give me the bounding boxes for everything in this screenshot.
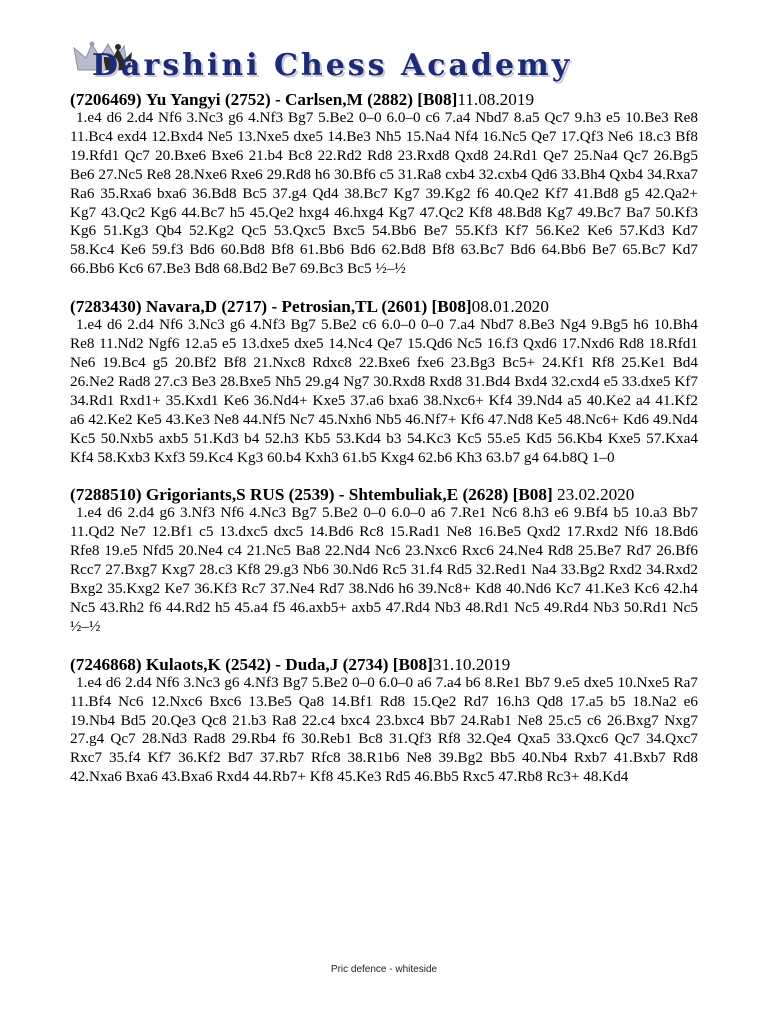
page-footer: Pric defence - whiteside bbox=[330, 964, 438, 975]
game-entry bbox=[70, 485, 698, 636]
game-header bbox=[70, 485, 698, 504]
game-list bbox=[70, 90, 698, 805]
game-id: (7283430) bbox=[70, 297, 142, 317]
game-moves: 1.e4 d6 2.d4 Nf6 3.Nc3 g6 4.Nf3 Bg7 5.Be2 c6 6.0–0 0–0 7.a4 Nbd7 8.Be3 Ng4 9.Bg5 h6 10.Bh4 Re8 11.Nd2 Ngf6 12.a5 e5 13.dxe5 dxe5 14.Nc4 Qe7 15.Qd6 Nc5 16.f3 Qxd6 17.Nxd6 Rd8 18.Rfd1 Ne6 19.Bc4 g5 20.Bf2 Bf8 21.Nxc8 Rdxc8 22.Bxe6 fxe6 23.Bg3 Bc5+ 24.Kf1 Rf8 25.Ke1 Bd4 26.Ne2 Rad8 27.c3 Be3 28.Bxe5 Nh5 29.g4 Ng7 30.Rxd8 Rxd8 31.Bd4 Bxd4 32.cxd4 e5 33.dxe5 Kf7 34.Rd1 Rxd1+ 35.Kxd1 Ke6 36.Nd4+ Kxe5 37.a6 bxa6 38.Nxc6+ Kf4 39.Nd4 a5 40.Ke2 a4 41.Kf2 a6 42.Ke2 Ke5 43.Ke3 Ne8 44.Nf5 Nc7 45.Nxh6 Nb5 46.Nf7+ Kf6 47.Nd8 Ke5 48.Nc6+ Kd6 49.Nd4 Kc5 50.Nxb5 axb5 51.Kd3 b4 52.h3 Kb5 53.Kd4 b3 54.Kc3 Kc5 55.e5 Kd5 56.Kb4 Kxe5 57.Kxa4 Kf4 58.Kxb3 Kxf3 59.Kc4 Kg3 60.b4 Kxh3 61.b5 Kxg4 62.b6 Kh3 63.b7 g4 64.b8Q 1–0 bbox=[70, 316, 698, 466]
game-date: 08.01.2020 bbox=[471, 297, 549, 317]
game-entry bbox=[70, 90, 698, 279]
game-entry bbox=[70, 655, 698, 787]
game-header bbox=[70, 297, 698, 316]
game-header bbox=[70, 90, 698, 109]
game-id: (7206469) bbox=[70, 90, 142, 109]
game-date: 23.02.2020 bbox=[552, 485, 635, 505]
game-moves: 1.e4 d6 2.d4 Nf6 3.Nc3 g6 4.Nf3 Bg7 5.Be2 0–0 6.0–0 a6 7.a4 b6 8.Re1 Bb7 9.e5 dxe5 10.Nxe5 Ra7 11.Bf4 Nc6 12.Nxc6 Bxc6 13.Be5 Qa8 14.Bf1 Rd8 15.Qe2 Rd7 16.h3 Qd8 17.a5 b5 18.Na2 e6 19.Nb4 Bd5 20.Qe3 Qc8 21.b3 Ra8 22.c4 bxc4 23.bxc4 Bb7 24.Rab1 Ne8 25.c5 c6 26.Bxg7 Nxg7 27.g4 Qc7 28.Nd3 Rad8 29.Rb4 f6 30.Reb1 Bc8 31.Qf3 Rf8 32.Qe4 Qxa5 33.Qxc6 Qc7 34.Qxc7 Rxc7 35.f4 Kf7 36.Kf2 Bd7 37.Rb7 Rfc8 38.R1b6 Ne8 39.Bg2 Bb5 40.Nb4 Rxb7 41.Bxb7 Rd8 42.Nxa6 Bxa6 43.Bxa6 Rxd4 44.Rb7+ Kf8 45.Ke3 Rd5 46.Bb5 Rxc5 47.Rb8 Rc3+ 48.Kd4 bbox=[70, 673, 698, 786]
game-header bbox=[70, 655, 698, 674]
game-moves: 1.e4 d6 2.d4 g6 3.Nf3 Nf6 4.Nc3 Bg7 5.Be2 0–0 6.0–0 a6 7.Re1 Nc6 8.h3 e6 9.Bf4 b5 10.a3 Bb7 11.Qd2 Ne7 12.Bf1 c5 13.dxc5 dxc5 14.Bd6 Rc8 15.Rad1 Ne8 16.Be5 Qxd2 17.Rxd2 Nf6 18.Bd6 Rfe8 19.e5 Nfd5 20.Ne4 c4 21.Nc5 Ba8 22.Nd4 Nc6 23.Nxc6 Rxc6 24.Ne4 Rd8 25.Be7 Rd7 26.Bf6 Rcc7 27.Bxg7 Kxg7 28.c3 Kf8 29.g3 Nb6 30.Nd6 Rc5 31.f4 Rd5 32.Red1 Na4 33.Bg2 Rxd2 34.Rxd2 Bxg2 35.Kxg2 Ke7 36.Kf3 Rc7 37.Ne4 Rd7 38.Nd6 h6 39.Nc8+ Kd8 40.Nd6 Kc7 41.Ke3 Kc6 42.h4 Nc5 43.Rh2 f6 44.Rd2 h5 45.a4 f5 46.axb5+ axb5 47.Rd4 Nb3 48.Rd1 Nc5 49.Rd4 Nb3 50.Rd1 Nc5 ½–½ bbox=[70, 504, 698, 635]
game-date: 31.10.2019 bbox=[432, 654, 511, 674]
game-players: Grigoriants,S RUS (2539) - Shtembuliak,E (2628) [B08] bbox=[145, 485, 553, 505]
game-players: Kulaots,K (2542) - Duda,J (2734) [B08] bbox=[145, 654, 433, 674]
game-date: 11.08.2019 bbox=[457, 90, 535, 109]
game-id: (7288510) bbox=[70, 485, 142, 505]
academy-banner bbox=[70, 40, 700, 88]
game-players: Navara,D (2717) - Petrosian,TL (2601) [B08] bbox=[145, 297, 472, 317]
game-players: Yu Yangyi (2752) - Carlsen,M (2882) [B08] bbox=[145, 90, 458, 109]
academy-title: Darshini Chess Academy bbox=[92, 48, 573, 83]
game-id: (7246868) bbox=[70, 654, 142, 674]
game-moves: 1.e4 d6 2.d4 Nf6 3.Nc3 g6 4.Nf3 Bg7 5.Be2 0–0 6.0–0 c6 7.a4 Nbd7 8.a5 Qc7 9.h3 e5 10.Be3 Re8 11.Bc4 exd4 12.Bxd4 Ne5 13.Nxe5 dxe5 14.Be3 Nh5 15.Na4 Nf4 16.Nc5 Qe7 17.Qf3 Ne6 18.c3 Bf8 19.Rfd1 Qc7 20.Bxe6 Bxe6 21.b4 Bc8 22.Rd2 Rd8 23.Rxd8 Qxd8 24.Rd1 Qe7 25.Na4 Qc7 26.Bg5 Be6 27.Nc5 Re8 28.Nxe6 Rxe6 29.Rd8 h6 30.Bf6 c5 31.Ra8 cxb4 32.cxb4 Qd6 33.Bh4 Qxb4 34.Rxa7 Ra6 35.Rxa6 bxa6 36.Bd8 Bc5 37.g4 Qd4 38.Bc7 Kg7 39.Kg2 f6 40.Qe2 Kf7 41.Bd8 g5 42.Qa2+ Kg7 43.Qc2 Kg6 44.Bc7 h5 45.Qe2 hxg4 46.hxg4 Kg7 47.Qc2 Kf8 48.Bd8 Kg7 49.Bc7 Ba7 50.Kf3 Kg6 51.Kg3 Qb4 52.Kg2 Qc5 53.Qxc5 Bxc5 54.Bb6 Be7 55.Kf3 Kf7 56.Ke2 Ke6 57.Kd3 Kd7 58.Kc4 Ke6 59.f3 Bd6 60.Bd8 Bf8 61.Bb6 Bd6 62.Bd8 Bf8 63.Bc7 Bd6 64.Bb6 Be7 65.Bc7 Kd7 66.Bb6 Kc6 67.Be3 Bd8 68.Bd2 Be7 69.Bc3 Bc5 ½–½ bbox=[70, 109, 698, 278]
game-entry bbox=[70, 297, 698, 467]
